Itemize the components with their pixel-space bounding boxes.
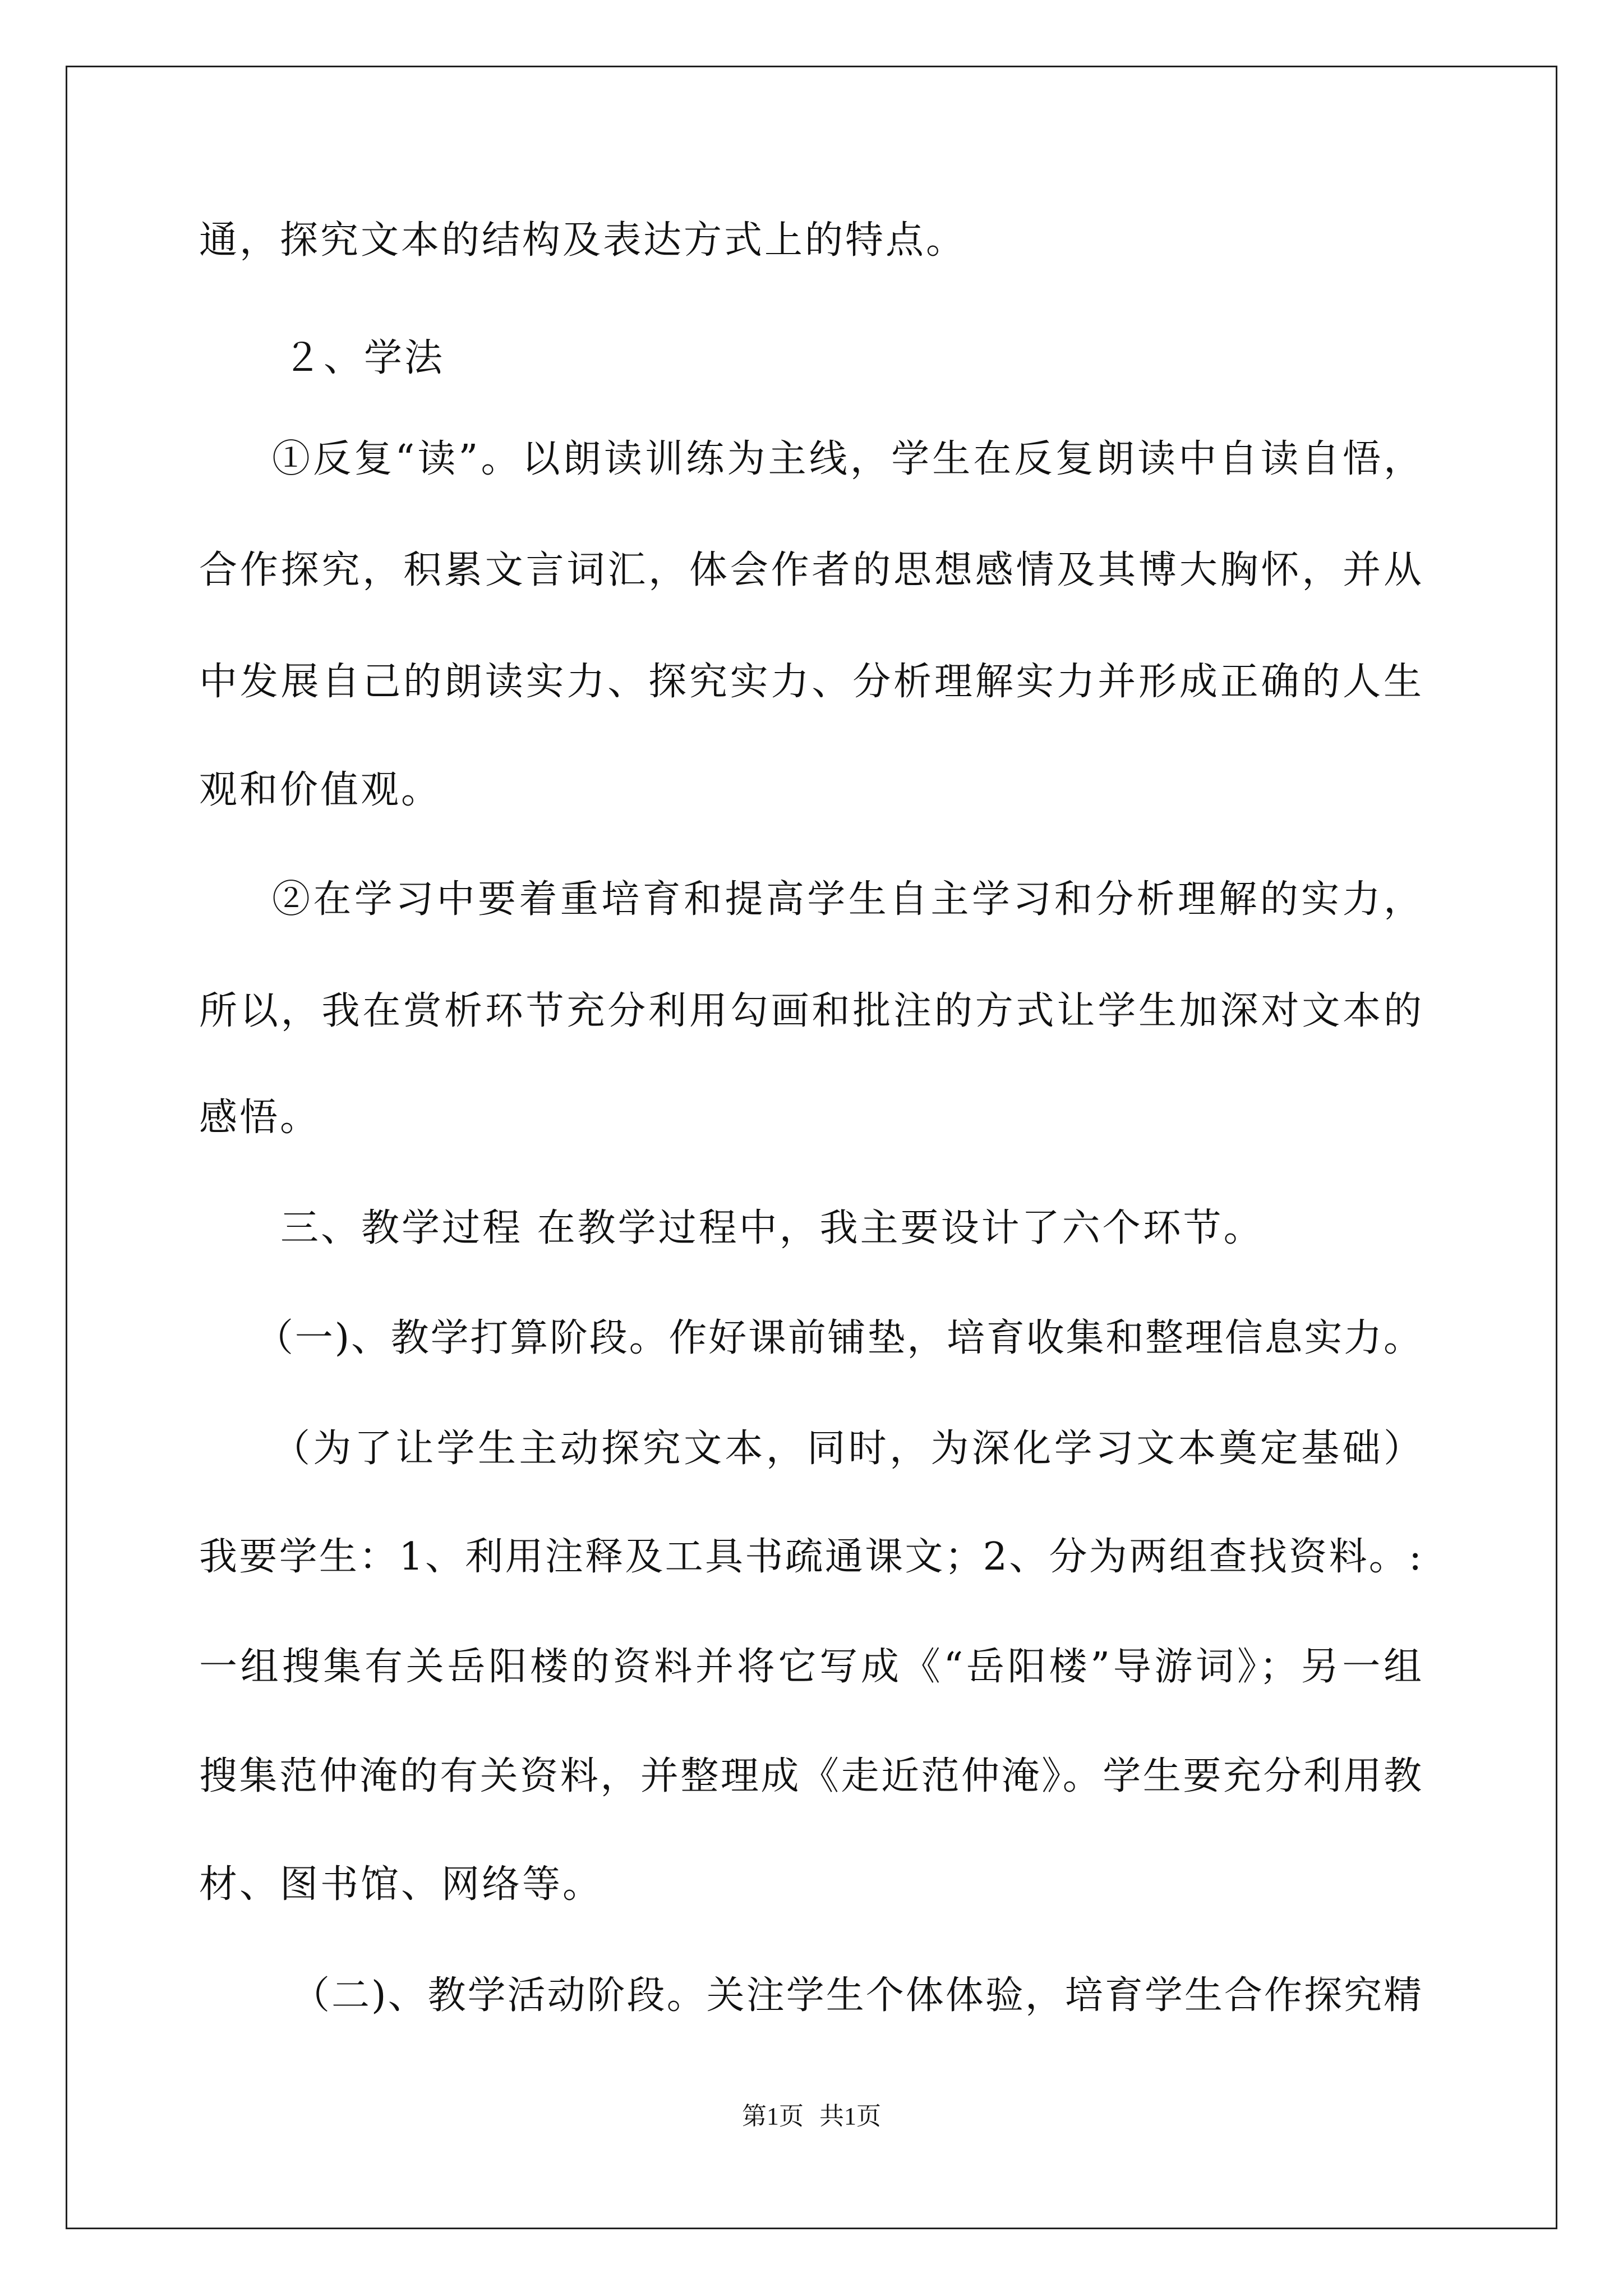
page-number-label: 第1页	[742, 2102, 804, 2130]
body-line-5: 中发展自己的朗读实力、探究实力、分析理解实力并形成正确的人生	[199, 660, 1422, 704]
body-line-14: 一组搜集有关岳阳楼的资料并将它写成《“岳阳楼”导游词》；另一组	[199, 1645, 1422, 1689]
body-line-11: （一)、教学打算阶段。作好课前铺垫，培育收集和整理信息实力。	[255, 1316, 1422, 1360]
body-line-13: 我要学生：1、利用注释及工具书疏通课文；2、分为两组查找资料。:	[199, 1535, 1422, 1579]
body-line-17: （二)、教学活动阶段。关注学生个体体验，培育学生合作探究精	[292, 1973, 1422, 2018]
body-line-6: 观和价值观。	[199, 768, 442, 812]
body-line-4: 合作探究，积累文言词汇，体会作者的思想感情及其博大胸怀，并从	[199, 548, 1422, 592]
body-line-9: 感悟。	[199, 1096, 321, 1140]
body-line-15: 搜集范仲淹的有关资料，并整理成《走近范仲淹》。学生要充分利用教	[199, 1754, 1422, 1798]
section-heading-teaching-process: 三、教学过程 在教学过程中，我主要设计了六个环节。	[280, 1206, 1264, 1250]
body-line-8: 所以，我在赏析环节充分利用勾画和批注的方式让学生加深对文本的	[199, 989, 1422, 1033]
body-line-16: 材、图书馆、网络等。	[199, 1862, 603, 1907]
body-line-3: ①反复“读”。以朗读训练为主线，学生在反复朗读中自读自悟，	[272, 437, 1422, 481]
body-line-7: ②在学习中要着重培育和提高学生自主学习和分析理解的实力，	[272, 877, 1422, 922]
page-total-label: 共1页	[819, 2102, 881, 2130]
page-footer	[0, 2101, 1623, 2132]
body-line-12: （为了让学生主动探究文本，同时，为深化学习文本奠定基础）	[272, 1427, 1422, 1471]
section-heading-study-method: ２、学法	[283, 336, 445, 380]
body-line-1: 通，探究文本的结构及表达方式上的特点。	[199, 218, 967, 263]
